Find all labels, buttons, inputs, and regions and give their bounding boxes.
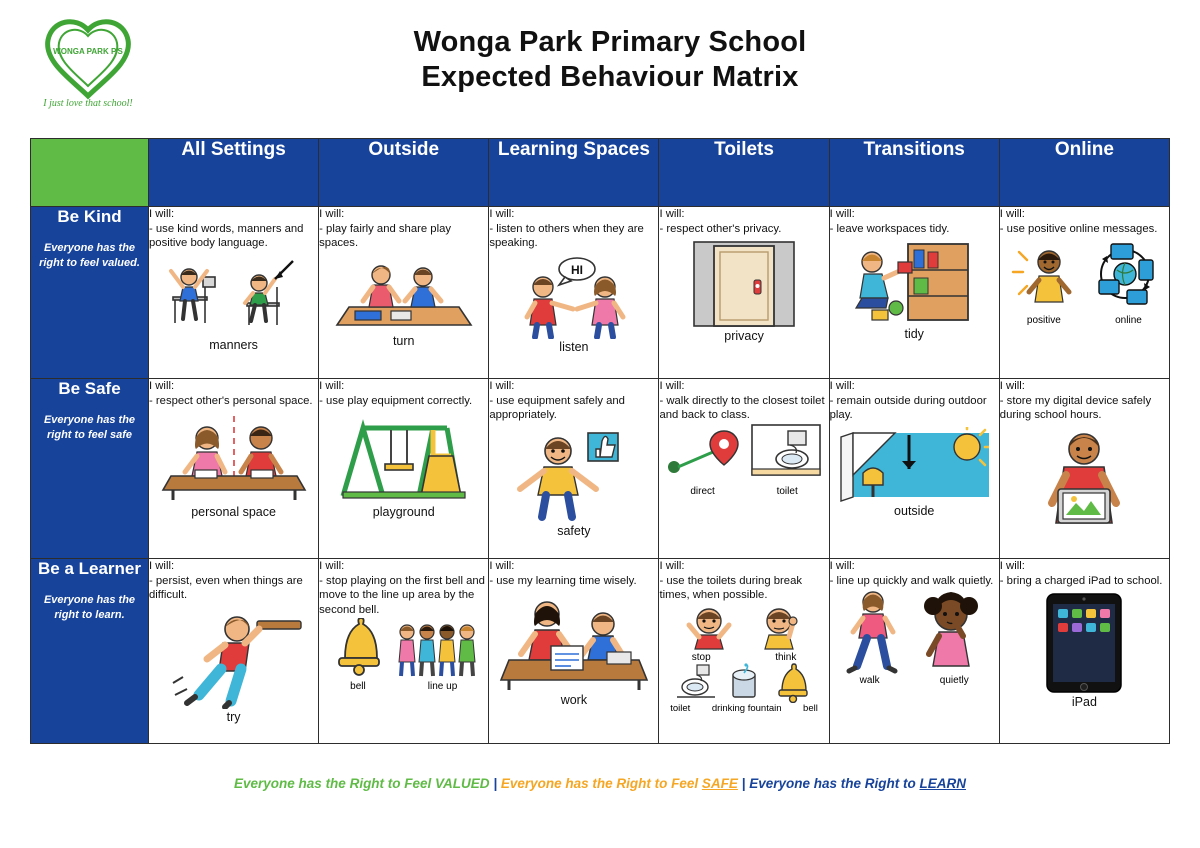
- cell-be-a-learner-outside: [319, 559, 489, 744]
- cell-body: - store my digital device safely during school hours.: [999, 394, 1152, 422]
- footer-separator-2: |: [737, 776, 750, 791]
- cell-body: - walk directly to the closest toilet and back to class.: [659, 394, 825, 422]
- art-caption-positive: positive: [1026, 315, 1061, 327]
- row-title-be-kind: Be Kind: [57, 207, 122, 226]
- cell-body: - listen to others when they are speaking.: [489, 222, 644, 250]
- art-walk-quietly: [830, 588, 999, 674]
- behaviour-matrix-table: [30, 138, 1170, 744]
- title-line-1: Wonga Park Primary School: [413, 25, 807, 58]
- art-captions-walk-quietly: [830, 675, 999, 686]
- speech-bubble-text: HI: [570, 263, 583, 278]
- art-caption-toilet: toilet: [670, 703, 691, 715]
- art-ipad: [1000, 592, 1169, 694]
- cell-intro: I will:: [489, 208, 515, 220]
- footer-valued: Everyone has the Right to Feel VALUED: [234, 776, 490, 791]
- cell-intro: I will:: [659, 560, 685, 572]
- row-header-be-safe: [31, 379, 149, 559]
- row-title-be-safe: Be Safe: [58, 379, 121, 398]
- art-direct-toilet: [659, 423, 828, 485]
- cell-intro: I will:: [489, 560, 515, 572]
- art-caption-listen: listen: [559, 340, 589, 355]
- cell-body: - use equipment safely and appropriately.: [489, 394, 625, 422]
- art-toilet-fountain-bell: [659, 663, 828, 703]
- matrix-header-row: [31, 139, 1170, 207]
- art-caption-playground: playground: [372, 505, 435, 520]
- art-outside: [830, 427, 999, 503]
- art-manners: [149, 255, 318, 337]
- cell-be-safe-all-settings: [149, 379, 319, 559]
- art-caption-online: online: [1115, 315, 1142, 327]
- cell-be-a-learner-transitions: [829, 559, 999, 744]
- cell-be-a-learner-all-settings: [149, 559, 319, 744]
- column-header-online: Online: [999, 139, 1169, 207]
- logo-text-top: WONGA PARK P.S: [53, 47, 123, 56]
- cell-be-kind-online: [999, 207, 1169, 379]
- art-captions-toilet-row: [659, 703, 828, 714]
- art-caption-toilet: toilet: [776, 486, 798, 498]
- school-logo: [32, 14, 144, 114]
- art-positive-online: [1000, 240, 1169, 314]
- art-listen: [489, 255, 658, 339]
- art-caption-turn: turn: [392, 334, 415, 349]
- art-caption-direct: direct: [690, 486, 715, 498]
- cell-intro: I will:: [149, 208, 175, 220]
- column-header-outside: Outside: [319, 139, 489, 207]
- art-caption-line-up: line up: [427, 680, 458, 692]
- art-privacy: [659, 240, 828, 328]
- art-turn: [319, 255, 488, 333]
- art-personal-space: [149, 412, 318, 504]
- art-caption-drinking-fountain: drinking fountain: [711, 703, 782, 715]
- cell-intro: I will:: [149, 380, 175, 392]
- art-caption-bell: bell: [350, 680, 366, 692]
- art-caption-work: work: [560, 693, 588, 708]
- art-playground: [319, 412, 488, 504]
- cell-be-a-learner-online: [999, 559, 1169, 744]
- art-caption-stop: stop: [691, 652, 711, 664]
- art-caption-quietly: quietly: [939, 675, 969, 687]
- cell-be-a-learner-toilets: [659, 559, 829, 744]
- cell-intro: I will:: [829, 380, 855, 392]
- title-line-2: Expected Behaviour Matrix: [421, 61, 799, 93]
- cell-be-safe-transitions: [829, 379, 999, 559]
- cell-intro: I will:: [659, 380, 685, 392]
- art-store-device: [1000, 427, 1169, 527]
- cell-body: - use the toilets during break times, when possible.: [659, 574, 803, 602]
- cell-be-kind-toilets: [659, 207, 829, 379]
- column-header-all-settings: All Settings: [149, 139, 319, 207]
- cell-body: - leave workspaces tidy.: [829, 222, 950, 235]
- art-captions-online: [1000, 315, 1169, 326]
- art-captions-toilets-safe: [659, 486, 828, 497]
- page-header: [0, 0, 1200, 120]
- art-caption-outside: outside: [894, 504, 935, 519]
- cell-body: - bring a charged iPad to school.: [999, 574, 1163, 587]
- cell-body: - use my learning time wisely.: [489, 574, 637, 587]
- cell-intro: I will:: [999, 380, 1025, 392]
- art-caption-think: think: [775, 652, 797, 664]
- corner-cell: [31, 139, 149, 207]
- cell-body: - persist, even when things are difficult.: [149, 574, 303, 602]
- page-title: [414, 25, 807, 96]
- cell-be-safe-outside: [319, 379, 489, 559]
- cell-intro: I will:: [829, 560, 855, 572]
- cell-be-a-learner-learning-spaces: [489, 559, 659, 744]
- art-caption-try: try: [226, 710, 241, 725]
- cell-be-kind-outside: [319, 207, 489, 379]
- footer-safe-word: SAFE: [701, 776, 738, 791]
- art-safety: [489, 427, 658, 523]
- row-header-be-a-learner: [31, 559, 149, 744]
- cell-be-kind-learning-spaces: [489, 207, 659, 379]
- cell-intro: I will:: [829, 208, 855, 220]
- row-subtitle-be-kind: Everyone has the right to feel valued.: [39, 242, 140, 270]
- footer-safe-prefix: Everyone has the Right to Feel: [500, 776, 702, 791]
- cell-intro: I will:: [319, 208, 345, 220]
- matrix-row-be-safe: [31, 379, 1170, 559]
- cell-body: - use positive online messages.: [999, 222, 1158, 235]
- column-header-learning-spaces: Learning Spaces: [489, 139, 659, 207]
- cell-intro: I will:: [319, 380, 345, 392]
- row-subtitle-be-safe: Everyone has the right to feel safe: [43, 414, 136, 442]
- footer-learn-word: LEARN: [919, 776, 966, 791]
- cell-body: - line up quickly and walk quietly.: [829, 574, 994, 587]
- row-title-be-a-learner: Be a Learner: [38, 559, 141, 578]
- cell-intro: I will:: [999, 560, 1025, 572]
- column-header-transitions: Transitions: [829, 139, 999, 207]
- art-caption-walk: walk: [859, 675, 880, 687]
- column-header-toilets: Toilets: [659, 139, 829, 207]
- matrix-row-be-a-learner: [31, 559, 1170, 744]
- cell-intro: I will:: [489, 380, 515, 392]
- cell-be-safe-online: [999, 379, 1169, 559]
- logo-text-bottom: I just love that school!: [43, 98, 133, 109]
- cell-intro: I will:: [999, 208, 1025, 220]
- footer-learn-prefix: Everyone has the Right to: [749, 776, 920, 791]
- matrix-row-be-kind: [31, 207, 1170, 379]
- footer-separator-1: |: [489, 776, 501, 791]
- row-header-be-kind: [31, 207, 149, 379]
- cell-intro: I will:: [659, 208, 685, 220]
- art-caption-manners: manners: [209, 338, 258, 353]
- art-caption-ipad: iPad: [1071, 695, 1097, 710]
- art-caption-personal-space: personal space: [191, 505, 276, 520]
- cell-body: - use play equipment correctly.: [319, 394, 473, 407]
- art-try: [149, 607, 318, 709]
- art-captions-stop-think: [659, 652, 828, 663]
- cell-body: - play fairly and share play spaces.: [319, 222, 452, 250]
- row-subtitle-be-a-learner: Everyone has the right to learn.: [43, 594, 136, 622]
- art-caption-privacy: privacy: [724, 329, 764, 344]
- cell-body: - stop playing on the first bell and move to the line up area by the second bell.: [319, 574, 485, 617]
- cell-be-kind-all-settings: [149, 207, 319, 379]
- cell-body: - respect other's personal space.: [149, 394, 313, 407]
- art-caption-safety: safety: [557, 524, 591, 539]
- art-work: [489, 592, 658, 692]
- art-captions-outside-learner: [319, 681, 488, 692]
- cell-body: - remain outside during outdoor play.: [829, 394, 987, 422]
- cell-be-safe-learning-spaces: [489, 379, 659, 559]
- art-caption-bell: bell: [803, 703, 818, 715]
- cell-body: - use kind words, manners and positive body language.: [149, 222, 304, 250]
- cell-body: - respect other's privacy.: [659, 222, 782, 235]
- cell-intro: I will:: [319, 560, 345, 572]
- cell-be-safe-toilets: [659, 379, 829, 559]
- footer-statement: [0, 776, 1200, 791]
- cell-intro: I will:: [149, 560, 175, 572]
- art-caption-tidy: tidy: [904, 327, 924, 342]
- art-bell-lineup: [319, 618, 488, 680]
- art-stop-think: [659, 603, 828, 651]
- cell-be-kind-transitions: [829, 207, 999, 379]
- art-tidy: [830, 240, 999, 326]
